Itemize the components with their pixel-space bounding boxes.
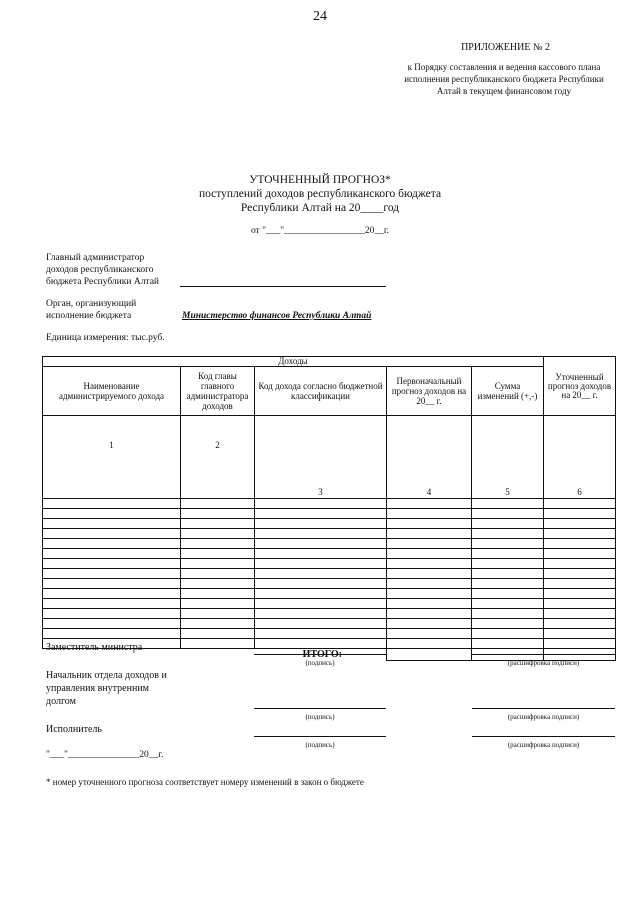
organ-label-line: Орган, организующий — [46, 299, 137, 309]
organ-value: Министерство финансов Республики Алтай — [182, 311, 372, 321]
table-cell[interactable] — [544, 579, 616, 589]
executor-signature-line[interactable] — [254, 736, 386, 737]
table-cell[interactable] — [255, 589, 387, 599]
table-cell[interactable] — [387, 609, 472, 619]
table-cell[interactable] — [255, 579, 387, 589]
table-cell[interactable] — [255, 599, 387, 609]
table-cell[interactable] — [255, 639, 387, 649]
form-title-line: поступлений доходов республиканского бюджета — [198, 188, 442, 200]
table-cell[interactable] — [387, 579, 472, 589]
table-row — [43, 569, 616, 579]
table-cell[interactable] — [43, 629, 181, 639]
table-row — [43, 579, 616, 589]
table-cell[interactable] — [181, 639, 255, 649]
col-number: 4 — [387, 416, 472, 499]
table-cell[interactable] — [43, 609, 181, 619]
name-caption: (расшифровка подписи) — [507, 659, 580, 667]
col-number: 2 — [181, 416, 255, 499]
table-cell[interactable] — [387, 559, 472, 569]
table-cell[interactable] — [544, 589, 616, 599]
admin-label-line: Главный администратор — [46, 253, 145, 263]
table-cell[interactable] — [181, 579, 255, 589]
appendix-line: исполнения республиканского бюджета Республики — [404, 74, 604, 84]
table-cell[interactable] — [472, 629, 544, 639]
table-cell[interactable] — [43, 569, 181, 579]
table-cell[interactable] — [544, 529, 616, 539]
table-cell[interactable] — [544, 639, 616, 649]
table-cell[interactable] — [387, 509, 472, 519]
signature-date: "___"_______________20__г. — [46, 750, 164, 760]
admin-label — [46, 252, 159, 288]
table-cell[interactable] — [472, 599, 544, 609]
executor-name-line[interactable] — [472, 736, 615, 737]
table-cell[interactable] — [43, 619, 181, 629]
table-cell[interactable] — [544, 539, 616, 549]
table-cell[interactable] — [544, 509, 616, 519]
table-cell[interactable] — [472, 549, 544, 559]
table-cell[interactable] — [43, 529, 181, 539]
table-cell[interactable] — [544, 519, 616, 529]
table-cell[interactable] — [255, 499, 387, 509]
table-cell[interactable] — [544, 499, 616, 509]
table-cell[interactable] — [472, 499, 544, 509]
table-cell[interactable] — [255, 559, 387, 569]
col-header-5: Сумма изменений (+,-) — [472, 367, 544, 416]
col-number: 6 — [544, 416, 616, 499]
table-cell[interactable] — [181, 509, 255, 519]
signature-role-line: управления внутренним — [46, 683, 149, 694]
appendix-line: Алтай в текущем финансовом году — [436, 86, 572, 96]
table-cell[interactable] — [472, 579, 544, 589]
admin-label-line: бюджета Республики Алтай — [46, 277, 159, 287]
table-cell[interactable] — [255, 619, 387, 629]
sign-caption: (подпись) — [305, 659, 335, 667]
table-cell[interactable] — [544, 599, 616, 609]
table-cell[interactable] — [43, 579, 181, 589]
col-header-2: Код главы главного администратора доходов — [181, 367, 255, 416]
table-cell[interactable] — [181, 609, 255, 619]
admin-field-line[interactable] — [180, 286, 386, 287]
table-cell[interactable] — [472, 529, 544, 539]
table-row — [43, 559, 616, 569]
table-cell[interactable] — [472, 509, 544, 519]
table-row — [43, 589, 616, 599]
appendix-subtitle — [388, 61, 620, 97]
col-header-3: Код дохода согласно бюджетной классификации — [255, 367, 387, 416]
table-cell[interactable] — [387, 499, 472, 509]
admin-label-line: доходов республиканского — [46, 265, 154, 275]
unit-of-measure: Единица измерения: тыс.руб. — [46, 333, 165, 343]
table-row — [43, 519, 616, 529]
form-title-line: Республики Алтай на 20____год — [240, 202, 400, 214]
table-cell[interactable] — [181, 529, 255, 539]
table-cell[interactable] — [544, 629, 616, 639]
table-row — [43, 539, 616, 549]
table-cell[interactable] — [43, 599, 181, 609]
table-cell[interactable] — [181, 539, 255, 549]
signature-role-deputy: Заместитель министра — [46, 642, 143, 653]
table-cell[interactable] — [43, 589, 181, 599]
table-row — [43, 629, 616, 639]
table-cell[interactable] — [181, 569, 255, 579]
table-cell[interactable] — [544, 619, 616, 629]
table-cell[interactable] — [472, 639, 544, 649]
table-cell[interactable] — [472, 589, 544, 599]
table-cell[interactable] — [387, 629, 472, 639]
name-caption: (расшифровка подписи) — [507, 713, 580, 721]
table-cell[interactable] — [387, 529, 472, 539]
table-cell[interactable] — [387, 569, 472, 579]
table-cell[interactable] — [387, 549, 472, 559]
form-title — [0, 173, 640, 215]
table-cell[interactable] — [255, 629, 387, 639]
table-cell[interactable] — [181, 619, 255, 629]
total-cell-4[interactable] — [387, 649, 472, 661]
table-cell[interactable] — [472, 559, 544, 569]
signature-role-line: долгом — [46, 696, 76, 707]
head-name-line[interactable] — [472, 708, 615, 709]
table-cell[interactable] — [472, 619, 544, 629]
col-header-6: Уточненный прогноз доходов на 20__ г. — [544, 357, 616, 416]
table-cell[interactable] — [255, 569, 387, 579]
appendix-title: ПРИЛОЖЕНИЕ № 2 — [461, 42, 550, 53]
column-numbers-row — [43, 416, 616, 499]
table-row — [43, 609, 616, 619]
page-number: 24 — [313, 9, 327, 24]
footnote: * номер уточненного прогноза соответствует номеру изменений в закон о бюджете — [46, 777, 364, 787]
table-cell[interactable] — [43, 499, 181, 509]
table-group-header — [43, 357, 616, 367]
table-cell[interactable] — [472, 569, 544, 579]
sign-caption: (подпись) — [305, 741, 335, 749]
table-cell[interactable] — [181, 559, 255, 569]
sign-caption: (подпись) — [305, 713, 335, 721]
table-cell[interactable] — [181, 599, 255, 609]
forecast-table — [42, 356, 616, 661]
table-column-headers — [43, 367, 616, 416]
table-cell[interactable] — [255, 609, 387, 619]
deputy-signature-line[interactable] — [254, 654, 386, 655]
table-cell[interactable] — [472, 519, 544, 529]
table-cell[interactable] — [387, 519, 472, 529]
table-cell[interactable] — [387, 599, 472, 609]
table-cell[interactable] — [544, 569, 616, 579]
head-signature-line[interactable] — [254, 708, 386, 709]
table-cell[interactable] — [255, 549, 387, 559]
table-row — [43, 499, 616, 509]
name-caption: (расшифровка подписи) — [507, 741, 580, 749]
col-header-1: Наименование администрируемого дохода — [43, 367, 181, 416]
table-row — [43, 529, 616, 539]
signature-role-executor: Исполнитель — [46, 724, 102, 735]
table-cell[interactable] — [387, 619, 472, 629]
organ-label-line: исполнение бюджета — [46, 311, 132, 321]
total-label-text: ИТОГО: — [302, 649, 342, 661]
organ-label — [46, 298, 136, 322]
col-number: 5 — [472, 416, 544, 499]
table-cell[interactable] — [181, 549, 255, 559]
group-header-cell: Доходы — [43, 357, 544, 367]
table-cell[interactable] — [43, 519, 181, 529]
table-cell[interactable] — [255, 539, 387, 549]
col-number: 3 — [255, 416, 387, 499]
signature-role-line: Начальник отдела доходов и — [46, 670, 167, 681]
table-cell[interactable] — [387, 639, 472, 649]
table-cell[interactable] — [472, 539, 544, 549]
form-title-line: УТОЧНЕННЫЙ ПРОГНОЗ* — [249, 174, 391, 186]
table-cell[interactable] — [255, 509, 387, 519]
table-cell[interactable] — [255, 519, 387, 529]
table-cell[interactable] — [544, 549, 616, 559]
deputy-name-line[interactable] — [472, 654, 615, 655]
table-cell[interactable] — [544, 559, 616, 569]
table-row — [43, 619, 616, 629]
table-row — [43, 549, 616, 559]
table-cell[interactable] — [387, 589, 472, 599]
table-row — [43, 509, 616, 519]
signature-role-head — [46, 669, 167, 708]
col-number: 1 — [43, 416, 181, 499]
table-cell[interactable] — [181, 519, 255, 529]
table-cell[interactable] — [43, 559, 181, 569]
table-cell[interactable] — [544, 609, 616, 619]
form-date: от "___"_________________20__г. — [250, 226, 390, 236]
col-header-4: Первоначальный прогноз доходов на 20__ г. — [387, 367, 472, 416]
table-cell[interactable] — [43, 539, 181, 549]
table-cell[interactable] — [387, 539, 472, 549]
table-cell[interactable] — [43, 549, 181, 559]
appendix-line: к Порядку составления и ведения кассового плана — [407, 62, 601, 72]
table-cell[interactable] — [255, 529, 387, 539]
table-row — [43, 599, 616, 609]
table-cell[interactable] — [472, 609, 544, 619]
table-cell[interactable] — [181, 499, 255, 509]
table-cell[interactable] — [181, 629, 255, 639]
table-cell[interactable] — [181, 589, 255, 599]
table-cell[interactable] — [43, 509, 181, 519]
